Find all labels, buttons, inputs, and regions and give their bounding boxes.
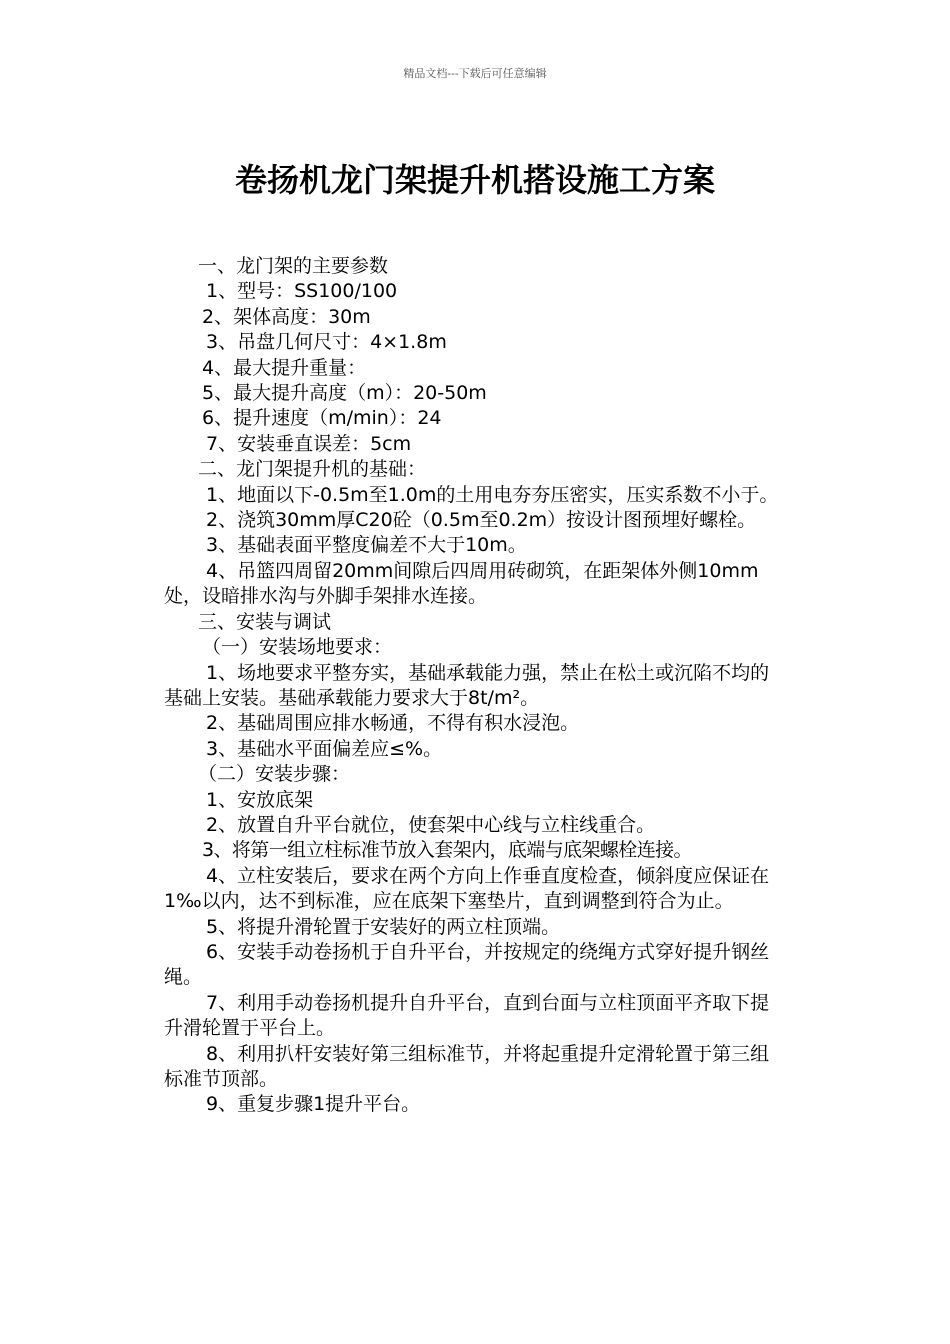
paragraph: 1、场地要求平整夯实，基础承载能力强，禁止在松土或沉陷不均的基础上安装。基础承载能力要求大于8t/m²。: [164, 661, 770, 709]
paragraph: 5、最大提升高度（m）：20-50m: [202, 382, 487, 405]
header-watermark: 精品文档---下载后可任意编辑: [403, 67, 547, 80]
paragraph: 7、安装垂直误差：5cm: [206, 432, 412, 455]
paragraph: 4、最大提升重量：: [202, 356, 367, 379]
document-title: 卷扬机龙门架提升机搭设施工方案: [234, 161, 715, 199]
paragraph: 5、将提升滑轮置于安装好的两立柱顶端。: [206, 915, 561, 938]
paragraph: 2、架体高度：30m: [202, 305, 371, 328]
paragraph: 4、吊篮四周留20mm间隙后四周用砖砌筑，在距架体外侧10mm处，设暗排水沟与外脚手架排水连接。: [164, 559, 759, 608]
section-heading: 三、安装与调试: [198, 610, 332, 633]
subsection-heading: （二）安装步骤：: [198, 763, 351, 786]
paragraph: 3、将第一组立柱标准节放入套架内，底端与底架螺栓连接。: [202, 839, 692, 862]
section-heading: 一、龙门架的主要参数: [198, 255, 389, 277]
paragraph: 8、利用扒杆安装好第三组标准节，并将起重提升定滑轮置于第三组标准节顶部。: [164, 1042, 770, 1090]
paragraph: 9、重复步骤1提升平台。: [206, 1093, 421, 1116]
paragraph: 1、地面以下-0.5m至1.0m的土用电夯夯压密实，压实系数不小于。: [206, 483, 779, 506]
paragraph: 2、放置自升平台就位，使套架中心线与立柱线重合。: [206, 813, 656, 836]
paragraph: 1、型号：SS100/100: [206, 280, 398, 303]
document-body: [164, 254, 788, 1118]
paragraph: 2、基础周围应排水畅通，不得有积水浸泡。: [206, 712, 580, 735]
section-heading: 二、龙门架提升机的基础：: [198, 458, 427, 481]
paragraph: 4、立柱安装后，要求在两个方向上作垂直度检查，倾斜度应保证在1‰以内，达不到标准，应在底架下塞垫片，直到调整到符合为止。: [164, 864, 770, 913]
paragraph: 1、安放底架: [206, 788, 314, 811]
paragraph: 6、提升速度（m/min）：24: [202, 407, 442, 430]
subsection-heading: （一）安装场地要求：: [202, 636, 393, 659]
paragraph: 3、基础表面平整度偏差不大于10m。: [206, 534, 527, 557]
paragraph: 7、利用手动卷扬机提升自升平台，直到台面与立柱顶面平齐取下提升滑轮置于平台上。: [164, 991, 770, 1040]
paragraph: 6、安装手动卷扬机于自升平台，并按规定的绕绳方式穿好提升钢丝绳。: [164, 940, 770, 989]
paragraph: 2、浇筑30mm厚C20砼（0.5m至0.2m）按设计图预埋好螺栓。: [206, 509, 757, 532]
paragraph: 3、吊盘几何尺寸：4×1.8m: [206, 331, 447, 354]
paragraph: 3、基础水平面偏差应≤%。: [206, 737, 443, 760]
